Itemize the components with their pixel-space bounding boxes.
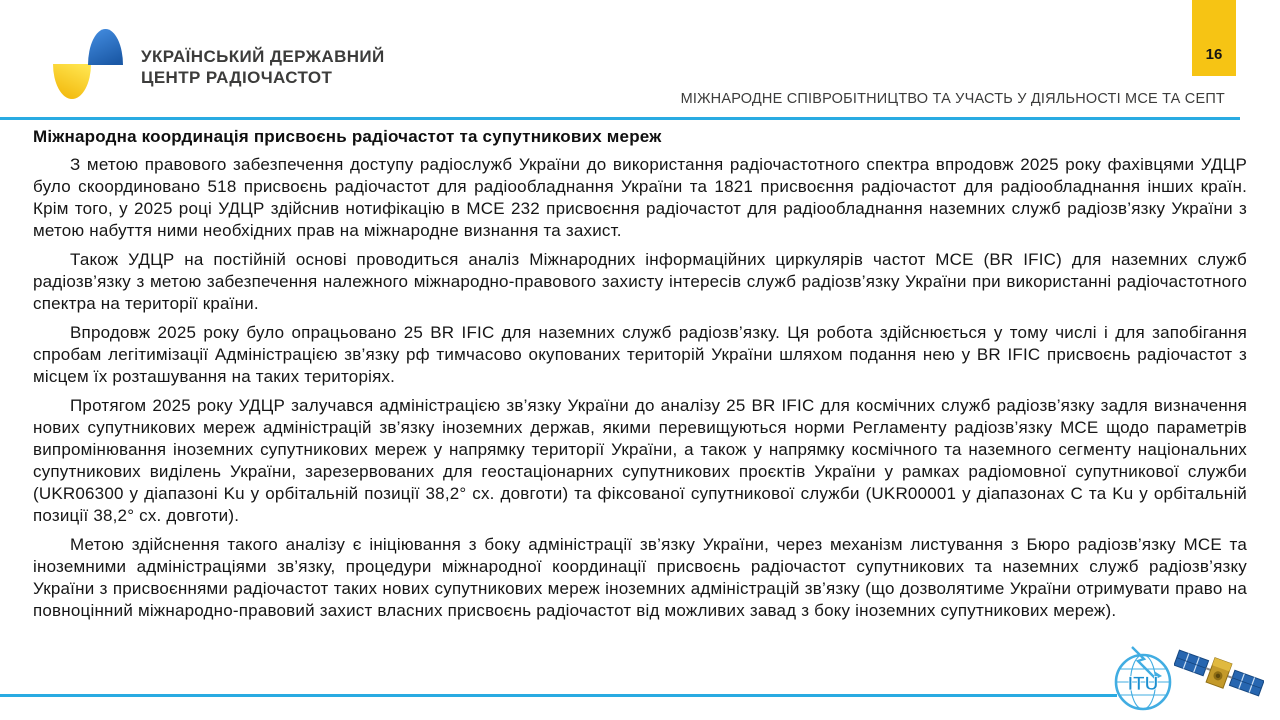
itu-text: ITU: [1127, 674, 1159, 695]
page-number: 16: [1205, 46, 1223, 63]
logo-wave-yellow-icon: [53, 64, 91, 99]
paragraph-4: Протягом 2025 року УДЦР залучався адміністрацією зв’язку України до аналізу 25 BR IFIC для космічних служб радіозв’язку задля визначення нових супутникових мереж адміністрацій зв’язку іноземних держав, якими перевищуються норми Регламенту радіозв’язку МСЕ щодо параметрів випромінювання іноземних супутникових мереж у напрямку території України, а також у напрямку космічного та наземного сегменту національних супутникових виділень України, зарезервованих для геостаціонарних супутникових проєктів України у рамках радіомовної супутникової служби (UKR06300 у діапазоні Ku у орбітальній позиції 38,2° сх. довготи) та фіксованої супутникової служби (UKR00001 у діапазонах C та Ku у орбітальній позиції 38,2° сх. довготи).: [33, 396, 1247, 525]
org-name-line2: ЦЕНТР РАДІОЧАСТОТ: [141, 68, 333, 87]
udcr-logo: [53, 28, 125, 104]
paragraph-1: З метою правового забезпечення доступу радіослужб України до використання радіочастотного спектра впродовж 2025 року фахівцями УДЦР було скоординовано 518 присвоєнь радіочастот для радіообладнання України та 1821 присвоєння радіочастот для радіообладнання інших країн. Крім того, у 2025 році УДЦР здійснив нотифікацію в МСЕ 232 присвоєння радіочастот для радіообладнання наземних служб радіозв’язку України з метою набуття ними необхідних прав на міжнародне визнання та захист.: [33, 155, 1247, 240]
footer-divider: [0, 694, 1117, 697]
main-content: [33, 127, 1247, 622]
logo-wave-blue-icon: [88, 29, 123, 65]
page-number-badge: [1192, 0, 1236, 76]
satellite-icon: [1174, 640, 1264, 711]
section-title: МІЖНАРОДНЕ СПІВРОБІТНИЦТВО ТА УЧАСТЬ У ДІЯЛЬНОСТІ МСЕ ТА СЕПТ: [680, 91, 1225, 107]
org-name: [141, 46, 385, 88]
page-title: Міжнародна координація присвоєнь радіочастот та супутникових мереж: [33, 127, 662, 146]
itu-logo-icon: [1112, 645, 1174, 718]
paragraph-5: Метою здійснення такого аналізу є ініціювання з боку адміністрації зв’язку України, через механізм листування з Бюро радіозв’язку МСЕ та іноземними адміністраціями зв’язку, процедури міжнародної координації присвоєнь радіочастот супутникових та наземних служб радіозв’язку України з присвоєннями радіочастот таких нових супутникових мереж іноземних адміністрацій зв’язку (що дозволятиме України отримувати право на повноцінний міжнародно-правовий захист власних присвоєнь радіочастот від можливих завад з боку іноземних супутникових мереж).: [33, 535, 1247, 620]
header-divider: [0, 117, 1240, 120]
paragraph-2: Також УДЦР на постійній основі проводиться аналіз Міжнародних інформаційних циркулярів частот МСЕ (BR IFIC) для наземних служб радіозв’язку з метою забезпечення належного міжнародно-правового захисту інтересів служб радіозв’язку України при використанні радіочастотного спектра на території країни.: [33, 250, 1247, 313]
paragraph-3: Впродовж 2025 року було опрацьовано 25 BR IFIC для наземних служб радіозв’язку. Ця робота здійснюється у тому числі і для запобігання спробам легітимізації Адміністрацією зв’язку рф тимчасово окупованих територій України шляхом подання нею у BR IFIC присвоєнь радіочастот з місцем їх розташування на таких територіях.: [33, 323, 1247, 386]
org-name-line1: УКРАЇНСЬКИЙ ДЕРЖАВНИЙ: [141, 47, 385, 66]
